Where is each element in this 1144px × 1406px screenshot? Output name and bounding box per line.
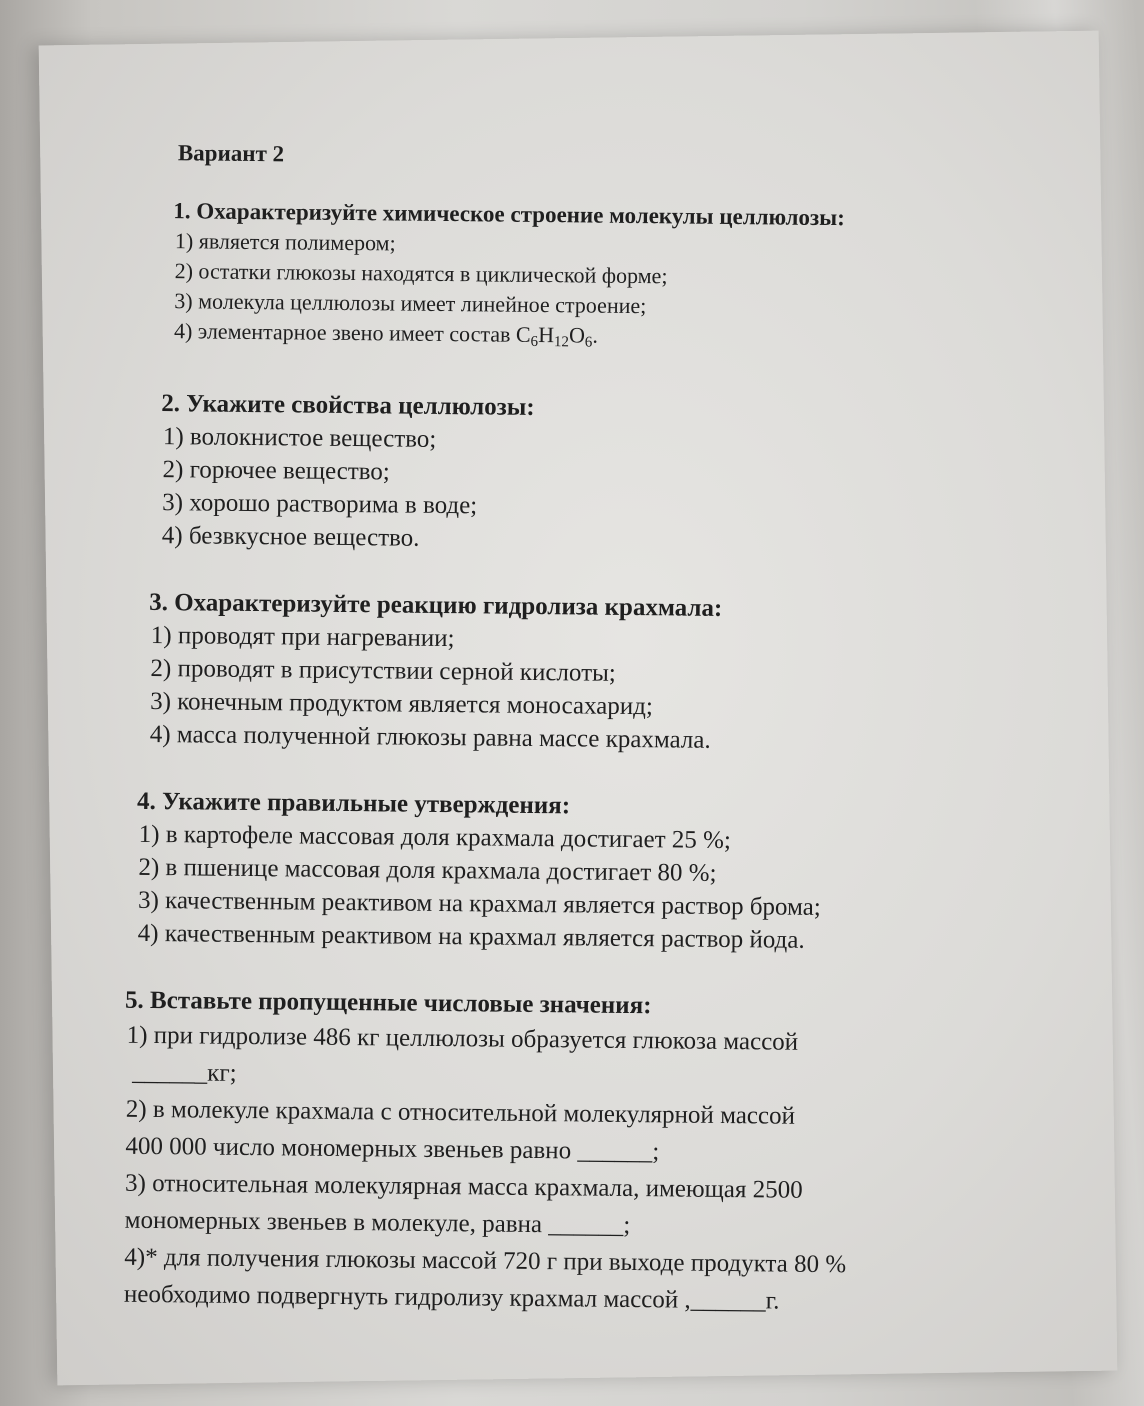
question-title: 4. Укажите правильные утверждения: (136, 787, 571, 820)
answer-option: 3) конечным продуктом является моносахарид; (150, 687, 654, 721)
answer-option: 3) качественным реактивом на крахмал является раствор брома; (137, 886, 821, 921)
question-title: 2. Укажите свойства целлюлозы: (161, 390, 535, 421)
fill-in-blank: ______кг; (132, 1058, 237, 1087)
fill-in-blank: мономерных звеньев в молекуле, равна ______; (124, 1206, 631, 1240)
worksheet-page (39, 31, 1118, 1386)
question-title: 5. Вставьте пропущенные числовые значения: (124, 986, 652, 1020)
answer-option: 1) является полимером; (174, 228, 396, 256)
answer-option-formula (172, 316, 1018, 362)
question-2 (160, 387, 1018, 561)
formula-subscript: 6 (584, 334, 593, 351)
answer-option: 4) безвкусное вещество. (161, 522, 420, 552)
question-title: 1. Охарактеризуйте химическое строение молекулы целлюлозы: (173, 198, 846, 231)
fill-in-blank: необходимо подвергнуть гидролизу крахмал массой ,______г. (123, 1280, 780, 1315)
answer-option: 2) остатки глюкозы находятся в циклической форме; (174, 258, 668, 289)
answer-option: 3) хорошо растворима в воде; (162, 489, 478, 520)
question-4 (136, 785, 1014, 959)
answer-option: 4) качественным реактивом на крахмал является раствор йода. (137, 919, 805, 954)
answer-option: 4) масса полученной глюкозы равна массе крахмала. (149, 720, 711, 754)
worksheet-content (123, 140, 1020, 1356)
formula-text: . (592, 322, 599, 348)
fill-in-blank: 400 000 число мономерных звеньев равно ______; (125, 1132, 660, 1166)
formula-text: 4) элементарное звено имеет состав C (173, 318, 531, 347)
formula-text: O (568, 322, 586, 348)
answer-option: 1) проводят при нагревании; (150, 621, 455, 653)
question-title: 3. Охарактеризуйте реакцию гидролиза крахмала: (149, 588, 723, 622)
answer-option: 1) в картофеле массовая доля крахмала достигает 25 %; (138, 820, 732, 855)
answer-option: 2) в пшенице массовая доля крахмала достигает 80 %; (138, 853, 717, 887)
answer-option: 2) горючее вещество; (162, 456, 390, 486)
fill-in-line: 1) при гидролизе 486 кг целлюлозы образуется глюкоза массой (126, 1021, 799, 1056)
formula-text: H (538, 321, 555, 348)
answer-option: 3) молекула целлюлозы имеет линейное строение; (174, 288, 647, 319)
question-3 (148, 586, 1016, 760)
answer-option: 2) проводят в присутствии серной кислоты; (150, 654, 616, 687)
formula-subscript: 12 (553, 334, 570, 351)
formula-subscript: 6 (530, 333, 539, 350)
question-5 (122, 984, 1011, 1322)
question-1 (172, 196, 1020, 362)
fill-in-line: 3) относительная молекулярная масса крахмала, имеющая 2500 (124, 1169, 803, 1204)
fill-in-line: 4)* для получения глюкозы массой 720 г при выходе продукта 80 % (124, 1243, 847, 1279)
answer-option: 1) волокнистое вещество; (162, 423, 437, 453)
fill-in-line: 2) в молекуле крахмала с относительной молекулярной массой (125, 1095, 796, 1130)
variant-title: Вариант 2 (177, 140, 285, 167)
